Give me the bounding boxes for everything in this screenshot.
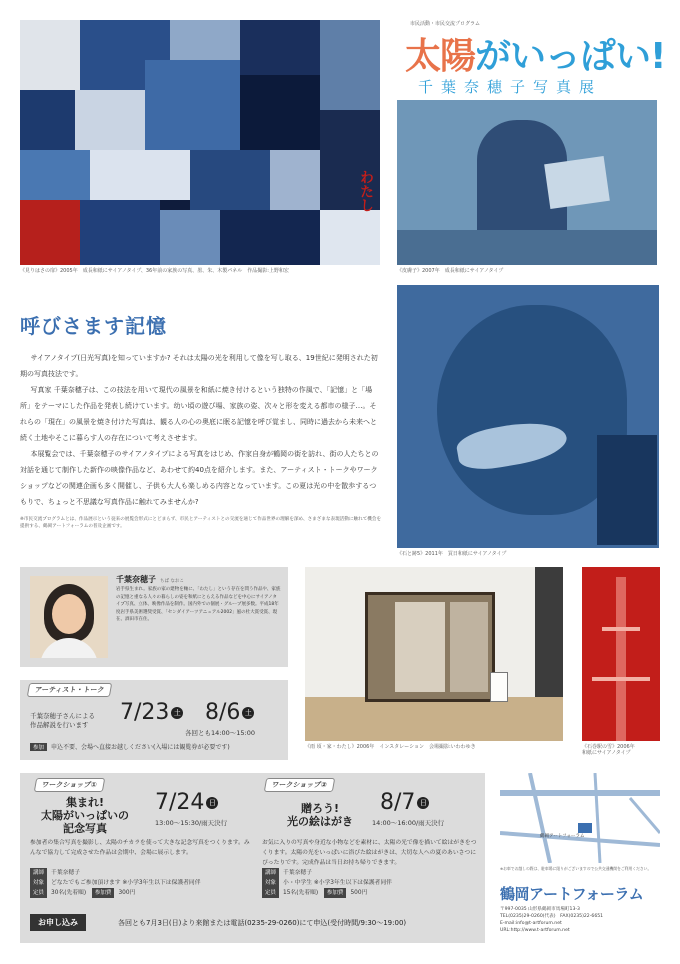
photo1-caption: 《皮膚子》2007年 成長和紙にサイアノタイプ bbox=[397, 268, 504, 274]
access-map bbox=[500, 773, 660, 863]
ws1-target: どなたでもご参加頂けます ※小学3年生以下は保護者同伴 bbox=[51, 880, 201, 886]
venue-address bbox=[500, 906, 603, 934]
title-kanji: 太陽 bbox=[405, 36, 476, 77]
map-note: ※お車でお越しの際は、駐車場に限りがございますので公共交通機関をご利用ください。 bbox=[500, 866, 652, 871]
ws2-tag: ワークショップ② bbox=[264, 778, 335, 792]
ws1-time: 13:00〜15:30/雨天決行 bbox=[155, 819, 228, 827]
ws1-day: 日 bbox=[206, 797, 218, 809]
photo2-caption: 《石と跡5》2011年 買日和紙にサイアノタイプ bbox=[397, 551, 507, 557]
artist-name bbox=[116, 574, 184, 585]
ws2-fee: 500円 bbox=[350, 890, 368, 896]
artist-bio: 岩手県生まれ。家族の家の建物を軸に、「わたし」という存在を問う作品や、家族の記憶と重なる人々の暮らしの姿を和紙にとらえる作品などを中心にサイアノタイプ写真、立体、映像作品を制作。国内外での個展・グループ展多数。平成18年度岩手県美術選奨受賞、「センダイアーツアニュアル2002」風の杜大賞受賞、現在、酒田市在住。 bbox=[116, 587, 281, 622]
install-caption: 《雨 頃・家・わたし》2006年 インスタレーション 会場撮影:いわわゆき bbox=[305, 744, 476, 750]
access-map-svg bbox=[500, 773, 660, 863]
venue-name: 鶴岡アートフォーラム bbox=[500, 885, 644, 903]
photo-installation bbox=[305, 567, 563, 741]
artist-avatar bbox=[30, 576, 108, 658]
ws2-time: 14:00〜16:00/雨天決行 bbox=[372, 819, 445, 827]
intro-paragraph-3: 本展覧会では、千葉奈穂子のサイアノタイプによる写真をはじめ、作家自身が鶴岡の街を訪れ、街の人たちとの対話を通じて制作した新作の映像作品など、あわせて約40点を紹介します。また、アーティスト・トークやワークショップなどの関連企画も多く開催し、子供も大人も楽しめる内容となっています。この夏は光の中を散歩するつもりで、ちょっと不思議な写真作品に触れてみませんか? bbox=[20, 450, 379, 506]
ws2-desc: お気に入りの写真や身近な小物などを素材に、太陽の光で像を描いて絵はがきをつくります。太陽の光をいっぱいに浴びた絵はがきは、大切な人への夏のあいさつにぴったりです。完成作品は当日お持ち帰りできます。 bbox=[262, 840, 477, 866]
exhibition-subtitle: 千葉奈穂子写真展 bbox=[418, 78, 603, 96]
ws2-title-line2: 光の絵はがき bbox=[287, 815, 353, 828]
ws1-title-line1: 集まれ! bbox=[65, 796, 105, 809]
artist-talk-desc-line1: 千葉奈穂子さんによる bbox=[30, 712, 95, 720]
venue-addr-line4[interactable]: URL:http://www.t-artforum.net bbox=[500, 928, 570, 933]
ws2-date-text: 8/7 bbox=[380, 790, 416, 815]
ws1-tag: ワークショップ① bbox=[34, 778, 105, 792]
map-label: 鶴岡アートフォーラム bbox=[540, 834, 585, 839]
ws2-lecturer: 千葉奈穂子 bbox=[283, 870, 313, 876]
ws1-fee: 300円 bbox=[118, 890, 136, 896]
collage-artwork bbox=[20, 20, 380, 265]
ws2-capacity: 15名(先着順) bbox=[283, 890, 319, 896]
talk-day-2: 土 bbox=[242, 707, 254, 719]
title-kana: がいっぱい! bbox=[475, 36, 666, 77]
venue-addr-line2: TEL(0235)29-0260(代表) FAX(0235)22-6651 bbox=[500, 914, 604, 919]
ws2-target: 小・中学生 ※小学3年生以下は保護者同伴 bbox=[283, 880, 392, 886]
talk-note-text: 申込不要、会場へ直接お越しください(入場には観覧券が必要です) bbox=[51, 744, 230, 751]
artist-talk-tag: アーティスト・トーク bbox=[27, 683, 113, 697]
section-heading: 呼びさます記憶 bbox=[20, 314, 167, 338]
talk-date-1 bbox=[120, 700, 183, 725]
ws2-meta: 講師 千葉奈穂子 対象 小・中学生 ※小学3年生以下は保護者同伴 定員 15名(先着順) 参加費 500円 bbox=[262, 868, 392, 898]
collage-caption: 《見りはさの扉》2005年 成長和紙にサイアノタイプ、36年前の家族の写真、墨、朱、木製パネル 作品撮影:上野和宏 bbox=[20, 268, 289, 274]
ws2-title-line1: 贈ろう! bbox=[300, 802, 340, 815]
apply-button[interactable]: お申し込み bbox=[30, 914, 86, 931]
venue-addr-line1: 〒997-0035 山形県鶴岡市馬場町13-3 bbox=[500, 907, 580, 912]
ws1-title bbox=[30, 796, 140, 835]
talk-date-2 bbox=[205, 700, 254, 725]
photo-snow-station bbox=[582, 567, 660, 741]
photo-child-at-desk bbox=[397, 100, 657, 265]
ws1-capacity: 30名(先着順) bbox=[51, 890, 87, 896]
exhibition-title bbox=[405, 28, 665, 79]
talk-date-2-text: 8/6 bbox=[205, 700, 241, 725]
ws2-title bbox=[265, 802, 375, 828]
venue-addr-line3[interactable]: E-mail:info@t-artforum.net bbox=[500, 921, 562, 926]
talk-time: 各回とも14:00〜15:00 bbox=[185, 729, 255, 737]
ws1-date-text: 7/24 bbox=[155, 790, 205, 815]
program-note: ※市民交流プログラムとは、作品展示という従来の展覧会形式にとどまらず、市民とアーティストとの交流を通じて作品世界の理解を深め、さまざまな表現活動に触れて機会を提供する、鶴岡アートフォーラムの普及企画です。 bbox=[20, 517, 382, 529]
talk-note bbox=[30, 742, 230, 751]
intro-paragraph-1: サイアノタイプ(日光写真)を知っていますか? それは太陽の光を利用して像を写し取る、19世紀に発明された初期の写真技法です。 bbox=[20, 354, 378, 378]
ws1-date bbox=[155, 790, 218, 815]
ws1-title-line2: 太陽がいっぱいの bbox=[41, 809, 129, 822]
ws1-desc: 参加者の集合写真を撮影し、太陽のチカラを使って大きな記念写真をつくります。みんなで協力して完成させた作品は会期中、会場に展示します。 bbox=[30, 840, 250, 856]
talk-badge: 参加 bbox=[30, 743, 47, 751]
artist-talk-desc bbox=[30, 712, 95, 730]
red-caption: 《石巻駅の雪》2006年 和紙にサイアノタイプ bbox=[582, 744, 635, 756]
artist-name-text: 千葉奈穂子 bbox=[116, 575, 156, 584]
ws1-title-line3: 記念写真 bbox=[63, 822, 107, 835]
ws1-lecturer: 千葉奈穂子 bbox=[51, 870, 81, 876]
artist-talk-desc-line2: 作品解説を行います bbox=[30, 721, 89, 729]
ws1-meta: 講師 千葉奈穂子 対象 どなたでもご参加頂けます ※小学3年生以下は保護者同伴 定員 30名(先着順) 参加費 300円 bbox=[30, 868, 201, 898]
program-label: 市民活動・市民交流プログラム bbox=[410, 21, 480, 27]
ws2-date bbox=[380, 790, 429, 815]
photo-hand-on-stone bbox=[397, 285, 659, 548]
intro-paragraph-2: 写真家 千葉奈穂子は、この技法を用いて現代の風景を和紙に焼き付けるという独特の作風で、「記憶」と「場所」をテーマにした作品を発表し続けています。幼い頃の遊び場、家族の姿、次々と形を変える都市の様子…。それらの「現在」の風景を焼き付けた写真は、観る人の心の奥底に眠る記憶を呼び覚まし、同時に過去から未来へと続く土地やそこに暮らす人の存在について考えさせます。 bbox=[20, 386, 377, 442]
apply-text: 各回とも7月3日(日)より来館または電話(0235-29-0260)にて申込(受付時間/9:30〜19:00) bbox=[118, 919, 407, 927]
ws2-day: 日 bbox=[417, 797, 429, 809]
collage-text: わたし bbox=[358, 170, 374, 212]
intro-body bbox=[20, 350, 382, 510]
talk-day-1: 土 bbox=[171, 707, 183, 719]
talk-date-1-text: 7/23 bbox=[120, 700, 170, 725]
artist-name-kana: ちば なおこ bbox=[160, 579, 184, 584]
